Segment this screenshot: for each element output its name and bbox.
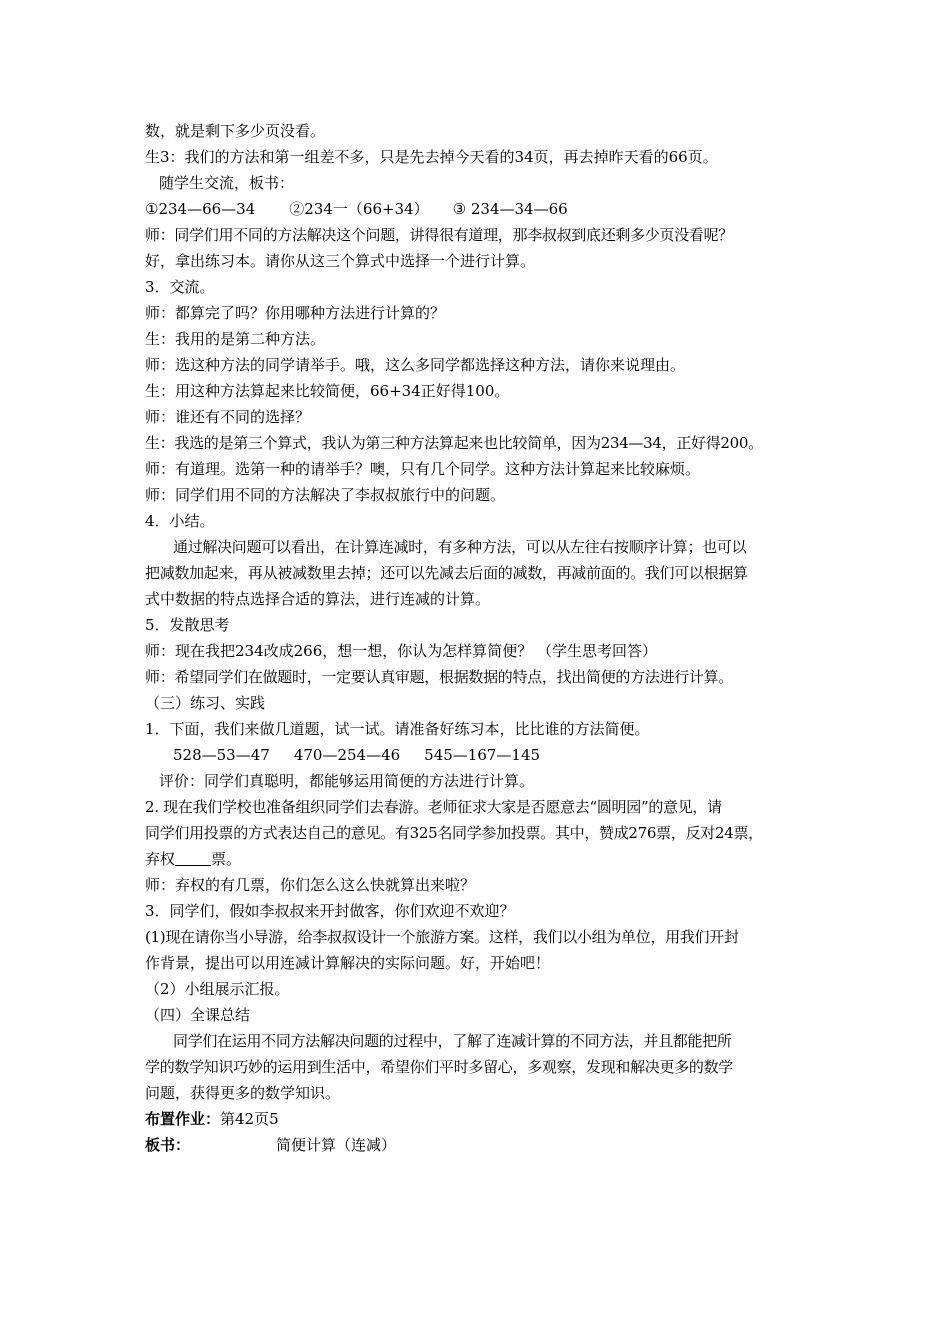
homework-label: 布置作业： — [145, 1110, 221, 1128]
text-line: 评价：同学们真聪明，都能够运用简便的方法进行计算。 — [159, 772, 535, 790]
text-line: 师：有道理。选第一种的请举手？噢，只有几个同学。这种方法计算起来比较麻烦。 — [145, 460, 701, 478]
text-line: 师：都算完了吗？你用哪种方法进行计算的？ — [145, 304, 446, 322]
text-line: 生：用这种方法算起来比较简便，66+34正好得100。 — [145, 382, 510, 400]
expression: ③ 234—34—66 — [452, 200, 568, 218]
text-line: 师：同学们用不同的方法解决这个问题，讲得很有道理，那李叔叔到底还剩多少页没看呢？ — [145, 226, 734, 244]
text-line: 好，拿出练习本。请你从这三个算式中选择一个进行计算。 — [145, 252, 536, 270]
text-line: 师：希望同学们在做题时，一定要认真审题，根据数据的特点，找出简便的方法进行计算。 — [145, 668, 734, 686]
text-line — [145, 1132, 815, 1158]
board-title: 简便计算（连减） — [276, 1136, 397, 1154]
board-label: 板书： — [145, 1136, 191, 1154]
text-line: 师：选这种方法的同学请举手。哦，这么多同学都选择这种方法，请你来说理由。 — [145, 356, 686, 374]
section-heading: （四）全课总结 — [145, 1006, 251, 1024]
text-line: 师：弃权的有几票，你们怎么这么快就算出来啦？ — [145, 876, 476, 894]
homework-text: 第42页5 — [220, 1110, 279, 1128]
text-line: 2. 现在我们学校也准备组织同学们去春游。老师征求大家是否愿意去“圆明园”的意见，请 — [145, 798, 722, 816]
answer-blank — [175, 849, 211, 866]
text-fragment: 票。 — [211, 850, 242, 868]
expression: 545—167—145 — [424, 746, 541, 764]
text-line: 随学生交流，板书： — [159, 174, 295, 192]
section-heading: 4．小结。 — [145, 512, 215, 530]
text-line: 学的数学知识巧妙的运用到生活中，希望你们平时多留心，多观察，发现和解决更多的数学 — [145, 1058, 734, 1076]
text-line: 3．交流。 — [145, 278, 215, 296]
document-body — [145, 118, 815, 1158]
text-line: 同学们在运用不同方法解决问题的过程中，了解了连减计算的不同方法，并且都能把所 — [173, 1032, 732, 1050]
text-line: 作背景，提出可以用连减计算解决的实际问题。好，开始吧！ — [145, 954, 551, 972]
section-heading: （三）练习、实践 — [145, 694, 266, 712]
expression: 528—53—47 — [173, 746, 270, 764]
text-line: 式中数据的特点选择合适的算法，进行连减的计算。 — [145, 590, 491, 608]
text-line: 生：我用的是第二种方法。 — [145, 330, 326, 348]
text-line: （2）小组展示汇报。 — [145, 980, 290, 998]
text-line: 通过解决问题可以看出，在计算连减时，有多种方法，可以从左往右按顺序计算；也可以 — [173, 538, 747, 556]
text-line: 同学们用投票的方式表达自己的意见。有325名同学参加投票。其中，赞成276票，反对24票， — [145, 824, 763, 842]
text-line: 问题，获得更多的数学知识。 — [145, 1084, 341, 1102]
text-line: 1．下面，我们来做几道题，试一试。请准备好练习本，比比谁的方法简便。 — [145, 720, 650, 738]
text-line — [145, 1106, 815, 1132]
text-fragment: 弃权 — [145, 850, 176, 868]
text-line — [145, 846, 815, 872]
text-line: 师：同学们用不同的方法解决了李叔叔旅行中的问题。 — [145, 486, 506, 504]
expression-line — [145, 742, 815, 768]
expression: ①234—66—34 — [145, 200, 256, 218]
text-line: (1)现在请你当小导游，给李叔叔设计一个旅游方案。这样，我们以小组为单位，用我们开封 — [145, 928, 739, 946]
section-heading: 5．发散思考 — [145, 616, 230, 634]
text-line: 生3：我们的方法和第一组差不多，只是先去掉今天看的34页，再去掉昨天看的66页。 — [145, 148, 718, 166]
expression-line — [145, 196, 815, 222]
text-line: 3．同学们，假如李叔叔来开封做客，你们欢迎不欢迎？ — [145, 902, 515, 920]
text-line: 数，就是剩下多少页没看。 — [145, 122, 326, 140]
text-line: 生：我选的是第三个算式，我认为第三种方法算起来也比较简单，因为234—34，正好得200。 — [145, 434, 763, 452]
expression: 470—254—46 — [293, 746, 401, 764]
expression: ②234一（66+34） — [289, 200, 429, 218]
text-line: 师：谁还有不同的选择？ — [145, 408, 311, 426]
text-line: 师：现在我把234改成266，想一想，你认为怎样算简便？ （学生思考回答） — [145, 642, 658, 660]
text-line: 把减数加起来，再从被减数里去掉；还可以先减去后面的减数，再减前面的。我们可以根据算 — [145, 564, 748, 582]
